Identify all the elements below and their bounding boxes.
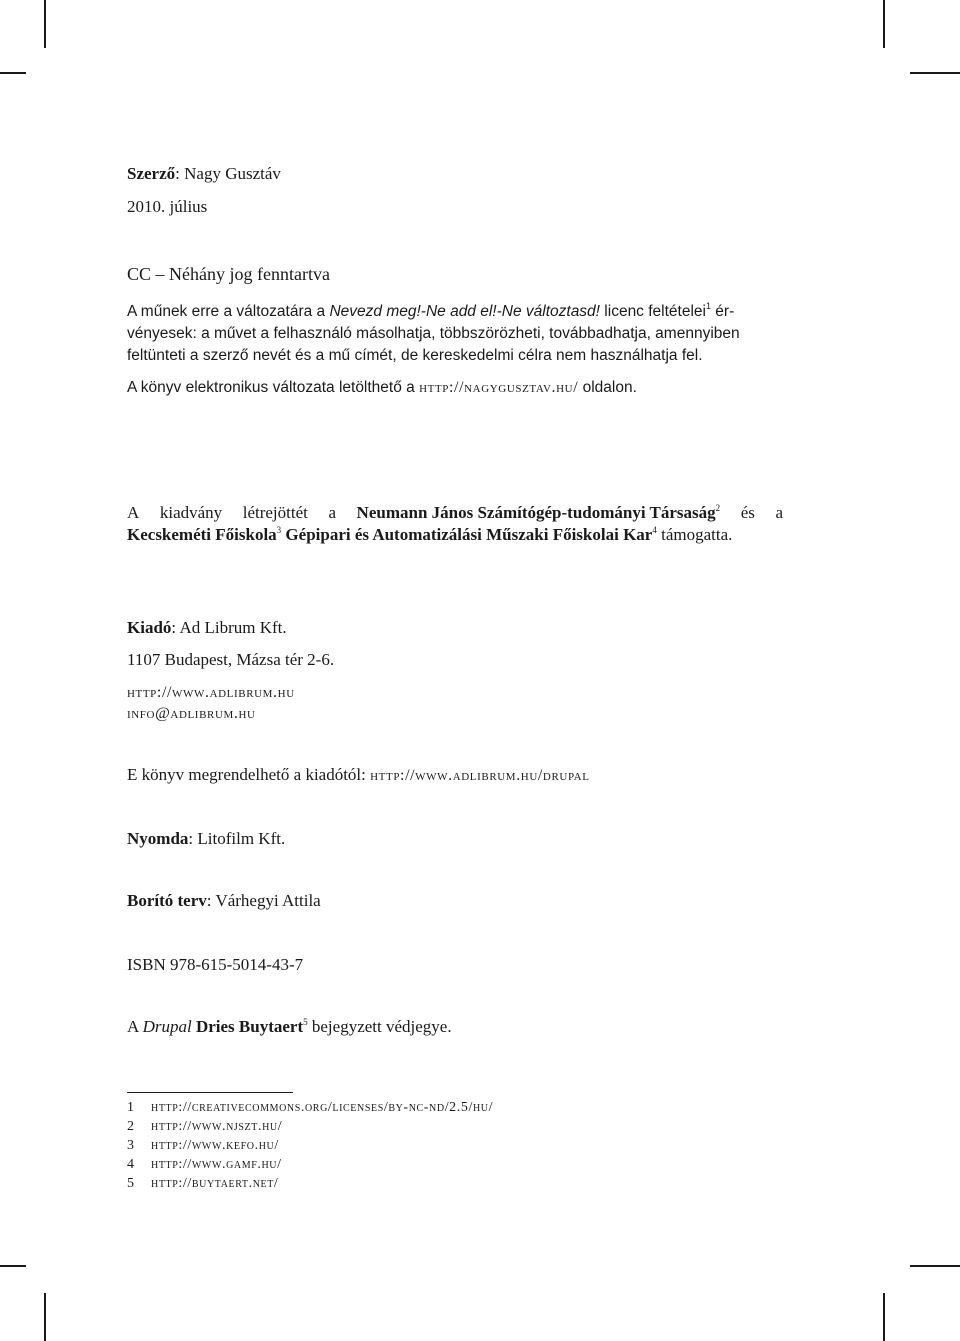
publisher-separator: : bbox=[171, 618, 180, 637]
footnote-ref-4[interactable]: 4 bbox=[652, 525, 657, 535]
crop-mark-top-right-horizontal bbox=[910, 72, 960, 74]
support-word: A bbox=[127, 503, 140, 522]
license-text-line-1 bbox=[127, 301, 734, 323]
footnote-number: 3 bbox=[127, 1138, 134, 1153]
download-text: A könyv elektronikus változata letölthető a bbox=[127, 379, 420, 396]
crop-mark-bottom-left-vertical bbox=[44, 1293, 46, 1341]
publisher-label: Kiadó bbox=[127, 618, 172, 637]
license-name: Nevezd meg!-Ne add el!-Ne változtasd! bbox=[329, 303, 600, 320]
author-separator: : bbox=[175, 164, 185, 183]
date-line: 2010. július bbox=[127, 197, 208, 216]
download-text: oldalon. bbox=[578, 379, 637, 396]
support-line-2 bbox=[127, 524, 732, 546]
author-line bbox=[127, 163, 281, 185]
order-line bbox=[127, 764, 590, 787]
printer-separator: : bbox=[188, 829, 198, 848]
footnote-ref-2[interactable]: 2 bbox=[715, 503, 721, 513]
footnote-1 bbox=[127, 1098, 493, 1117]
trademark-line bbox=[127, 1016, 452, 1038]
crop-mark-bottom-right-vertical bbox=[883, 1293, 885, 1341]
footnote-2 bbox=[127, 1117, 282, 1136]
license-text-line-3: feltünteti a szerző nevét és a mű címét, de kereskedelmi célra nem használhatja fel. bbox=[127, 347, 703, 364]
publisher-web-link[interactable]: http://www.adlibrum.hu bbox=[127, 684, 295, 701]
footnote-link[interactable]: http://buytaert.net/ bbox=[151, 1176, 279, 1191]
license-text-part: ér- bbox=[711, 303, 735, 320]
printer-label: Nyomda bbox=[127, 829, 189, 848]
footnote-rule bbox=[127, 1092, 293, 1093]
cover-label: Borító terv bbox=[127, 891, 207, 910]
download-link[interactable]: http://nagygusztav.hu/ bbox=[419, 379, 579, 396]
trademark-text: A bbox=[127, 1017, 143, 1036]
printer-line bbox=[127, 828, 285, 850]
author-label: Szerző bbox=[127, 164, 176, 183]
support-word: a bbox=[328, 503, 336, 522]
footnote-link[interactable]: http://www.gamf.hu/ bbox=[151, 1157, 282, 1172]
crop-mark-top-right-vertical bbox=[883, 0, 885, 48]
footnote-number: 4 bbox=[127, 1157, 134, 1172]
footnote-number: 1 bbox=[127, 1100, 134, 1115]
trademark-owner: Dries Buytaert bbox=[191, 1017, 304, 1036]
footnote-5 bbox=[127, 1174, 278, 1193]
footnote-number: 5 bbox=[127, 1176, 134, 1191]
author-name: Nagy Gusztáv bbox=[184, 164, 281, 183]
publisher-line bbox=[127, 617, 287, 639]
publisher-address: 1107 Budapest, Mázsa tér 2-6. bbox=[127, 650, 335, 669]
support-org-1: Neumann János Számítógép-tudományi Társaság bbox=[356, 503, 716, 522]
crop-mark-top-left-vertical bbox=[44, 0, 46, 48]
footnote-3 bbox=[127, 1136, 279, 1155]
isbn: ISBN 978-615-5014-43-7 bbox=[127, 955, 304, 974]
support-word: kiadvány bbox=[159, 503, 223, 522]
footnote-ref-5[interactable]: 5 bbox=[303, 1017, 308, 1027]
footnote-ref-3[interactable]: 3 bbox=[276, 525, 282, 535]
license-heading: CC – Néhány jog fenntartva bbox=[127, 264, 330, 284]
crop-mark-bottom-left-horizontal bbox=[0, 1265, 26, 1267]
cover-designer: Várhegyi Attila bbox=[215, 891, 321, 910]
footnote-link[interactable]: http://www.njszt.hu/ bbox=[151, 1119, 283, 1134]
crop-mark-bottom-right-horizontal bbox=[910, 1265, 960, 1267]
cover-line bbox=[127, 890, 321, 912]
footnote-link[interactable]: http://creativecommons.org/licenses/by-nc-nd/2.5/hu/ bbox=[151, 1100, 494, 1115]
trademark-text: bejegyzett védjegye. bbox=[307, 1017, 452, 1036]
download-line bbox=[127, 377, 637, 399]
order-link[interactable]: http://www.adlibrum.hu/drupal bbox=[370, 767, 590, 784]
footnote-number: 2 bbox=[127, 1119, 134, 1134]
trademark-product: Drupal bbox=[142, 1017, 192, 1036]
order-text: E könyv megrendelhető a kiadótól: bbox=[127, 765, 371, 784]
support-line-1 bbox=[127, 502, 783, 524]
support-org-3: Gépipari és Automatizálási Műszaki Főiskolai Kar bbox=[285, 525, 653, 544]
cover-separator: : bbox=[206, 891, 216, 910]
support-word: létrejöttét bbox=[242, 503, 308, 522]
publisher-name: Ad Librum Kft. bbox=[179, 618, 287, 637]
footnote-link[interactable]: http://www.kefo.hu/ bbox=[151, 1138, 279, 1153]
publisher-email-link[interactable]: info@adlibrum.hu bbox=[127, 705, 256, 722]
support-end: támogatta. bbox=[656, 525, 733, 544]
crop-mark-top-left-horizontal bbox=[0, 72, 26, 74]
support-word: és bbox=[740, 503, 755, 522]
footnote-4 bbox=[127, 1155, 282, 1174]
support-org-2: Kecskeméti Főiskola bbox=[127, 525, 277, 544]
support-org-1-group bbox=[357, 502, 721, 524]
license-text-part: A műnek erre a változatára a bbox=[127, 303, 330, 320]
license-text-part: licenc feltételei bbox=[600, 303, 706, 320]
license-text-line-2: vényesek: a művet a felhasználó másolhatja, többszörözheti, továbbadhatja, amennyiben bbox=[127, 325, 740, 342]
support-word: a bbox=[775, 503, 783, 522]
footnote-ref-1[interactable]: 1 bbox=[705, 301, 711, 311]
printer-name: Litofilm Kft. bbox=[197, 829, 286, 848]
